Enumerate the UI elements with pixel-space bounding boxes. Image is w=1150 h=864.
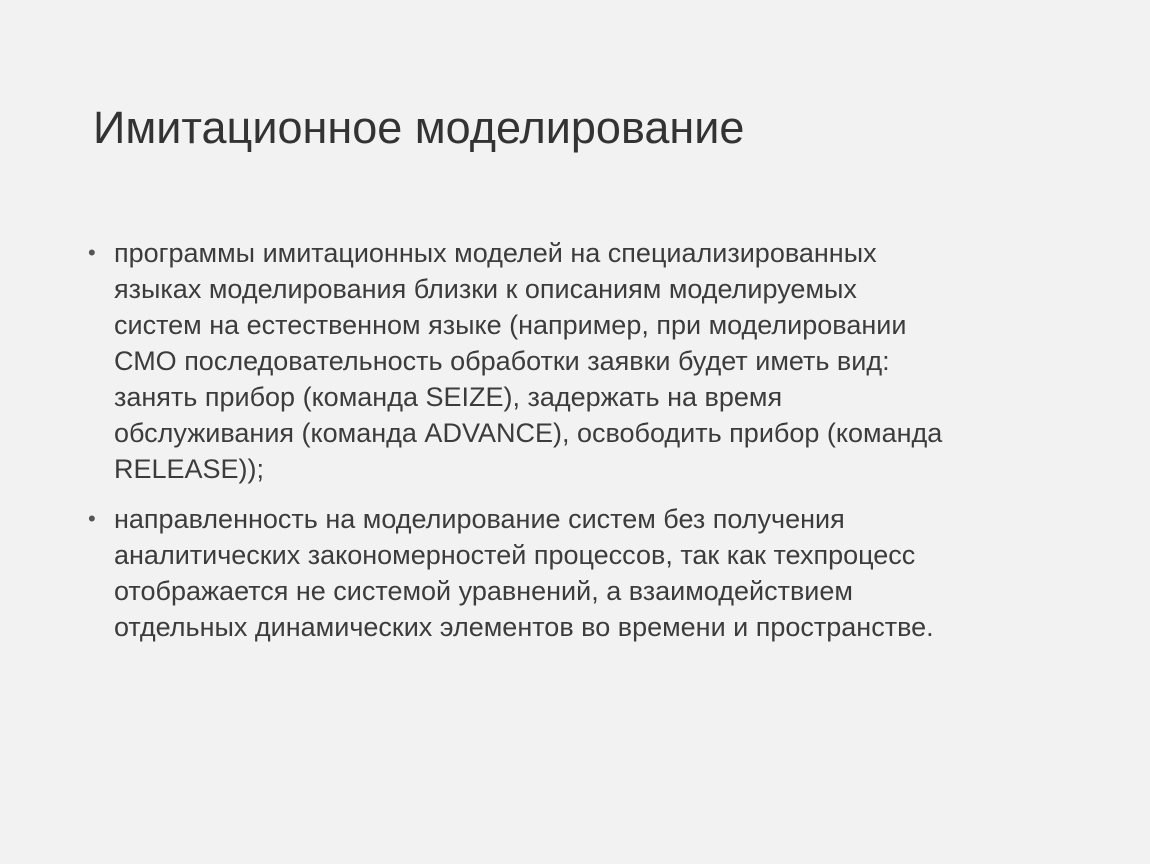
bullet-text-line: направленность на моделирование систем без получения <box>114 504 845 534</box>
bullet-item-1 <box>88 235 1068 487</box>
slide-title: Имитационное моделирование <box>93 102 745 153</box>
bullet-text-line: отдельных динамических элементов во времени и пространстве. <box>114 612 934 642</box>
bullet-item-2 <box>88 501 1068 645</box>
bullet-text-line: СМО последовательность обработки заявки будет иметь вид: <box>114 346 890 376</box>
bullet-text-line: занять прибор (команда SEIZE), задержать на время <box>114 382 783 412</box>
bullet-text-line: обслуживания (команда ADVANCE), освободить прибор (команда <box>114 418 943 448</box>
bullet-list <box>88 235 1068 659</box>
bullet-text-line: RELEASE)); <box>114 454 265 484</box>
bullet-text-line: аналитических закономерностей процессов, так как техпроцесс <box>114 540 916 570</box>
bullet-marker: • <box>88 240 96 265</box>
bullet-marker: • <box>88 506 96 531</box>
bullet-text-line: отображается не системой уравнений, а взаимодействием <box>114 576 853 606</box>
bullet-text-line: систем на естественном языке (например, при моделировании <box>114 310 907 340</box>
bullet-text-line: языках моделирования близки к описаниям моделируемых <box>114 274 857 304</box>
bullet-text-line: программы имитационных моделей на специализированных <box>114 238 877 268</box>
